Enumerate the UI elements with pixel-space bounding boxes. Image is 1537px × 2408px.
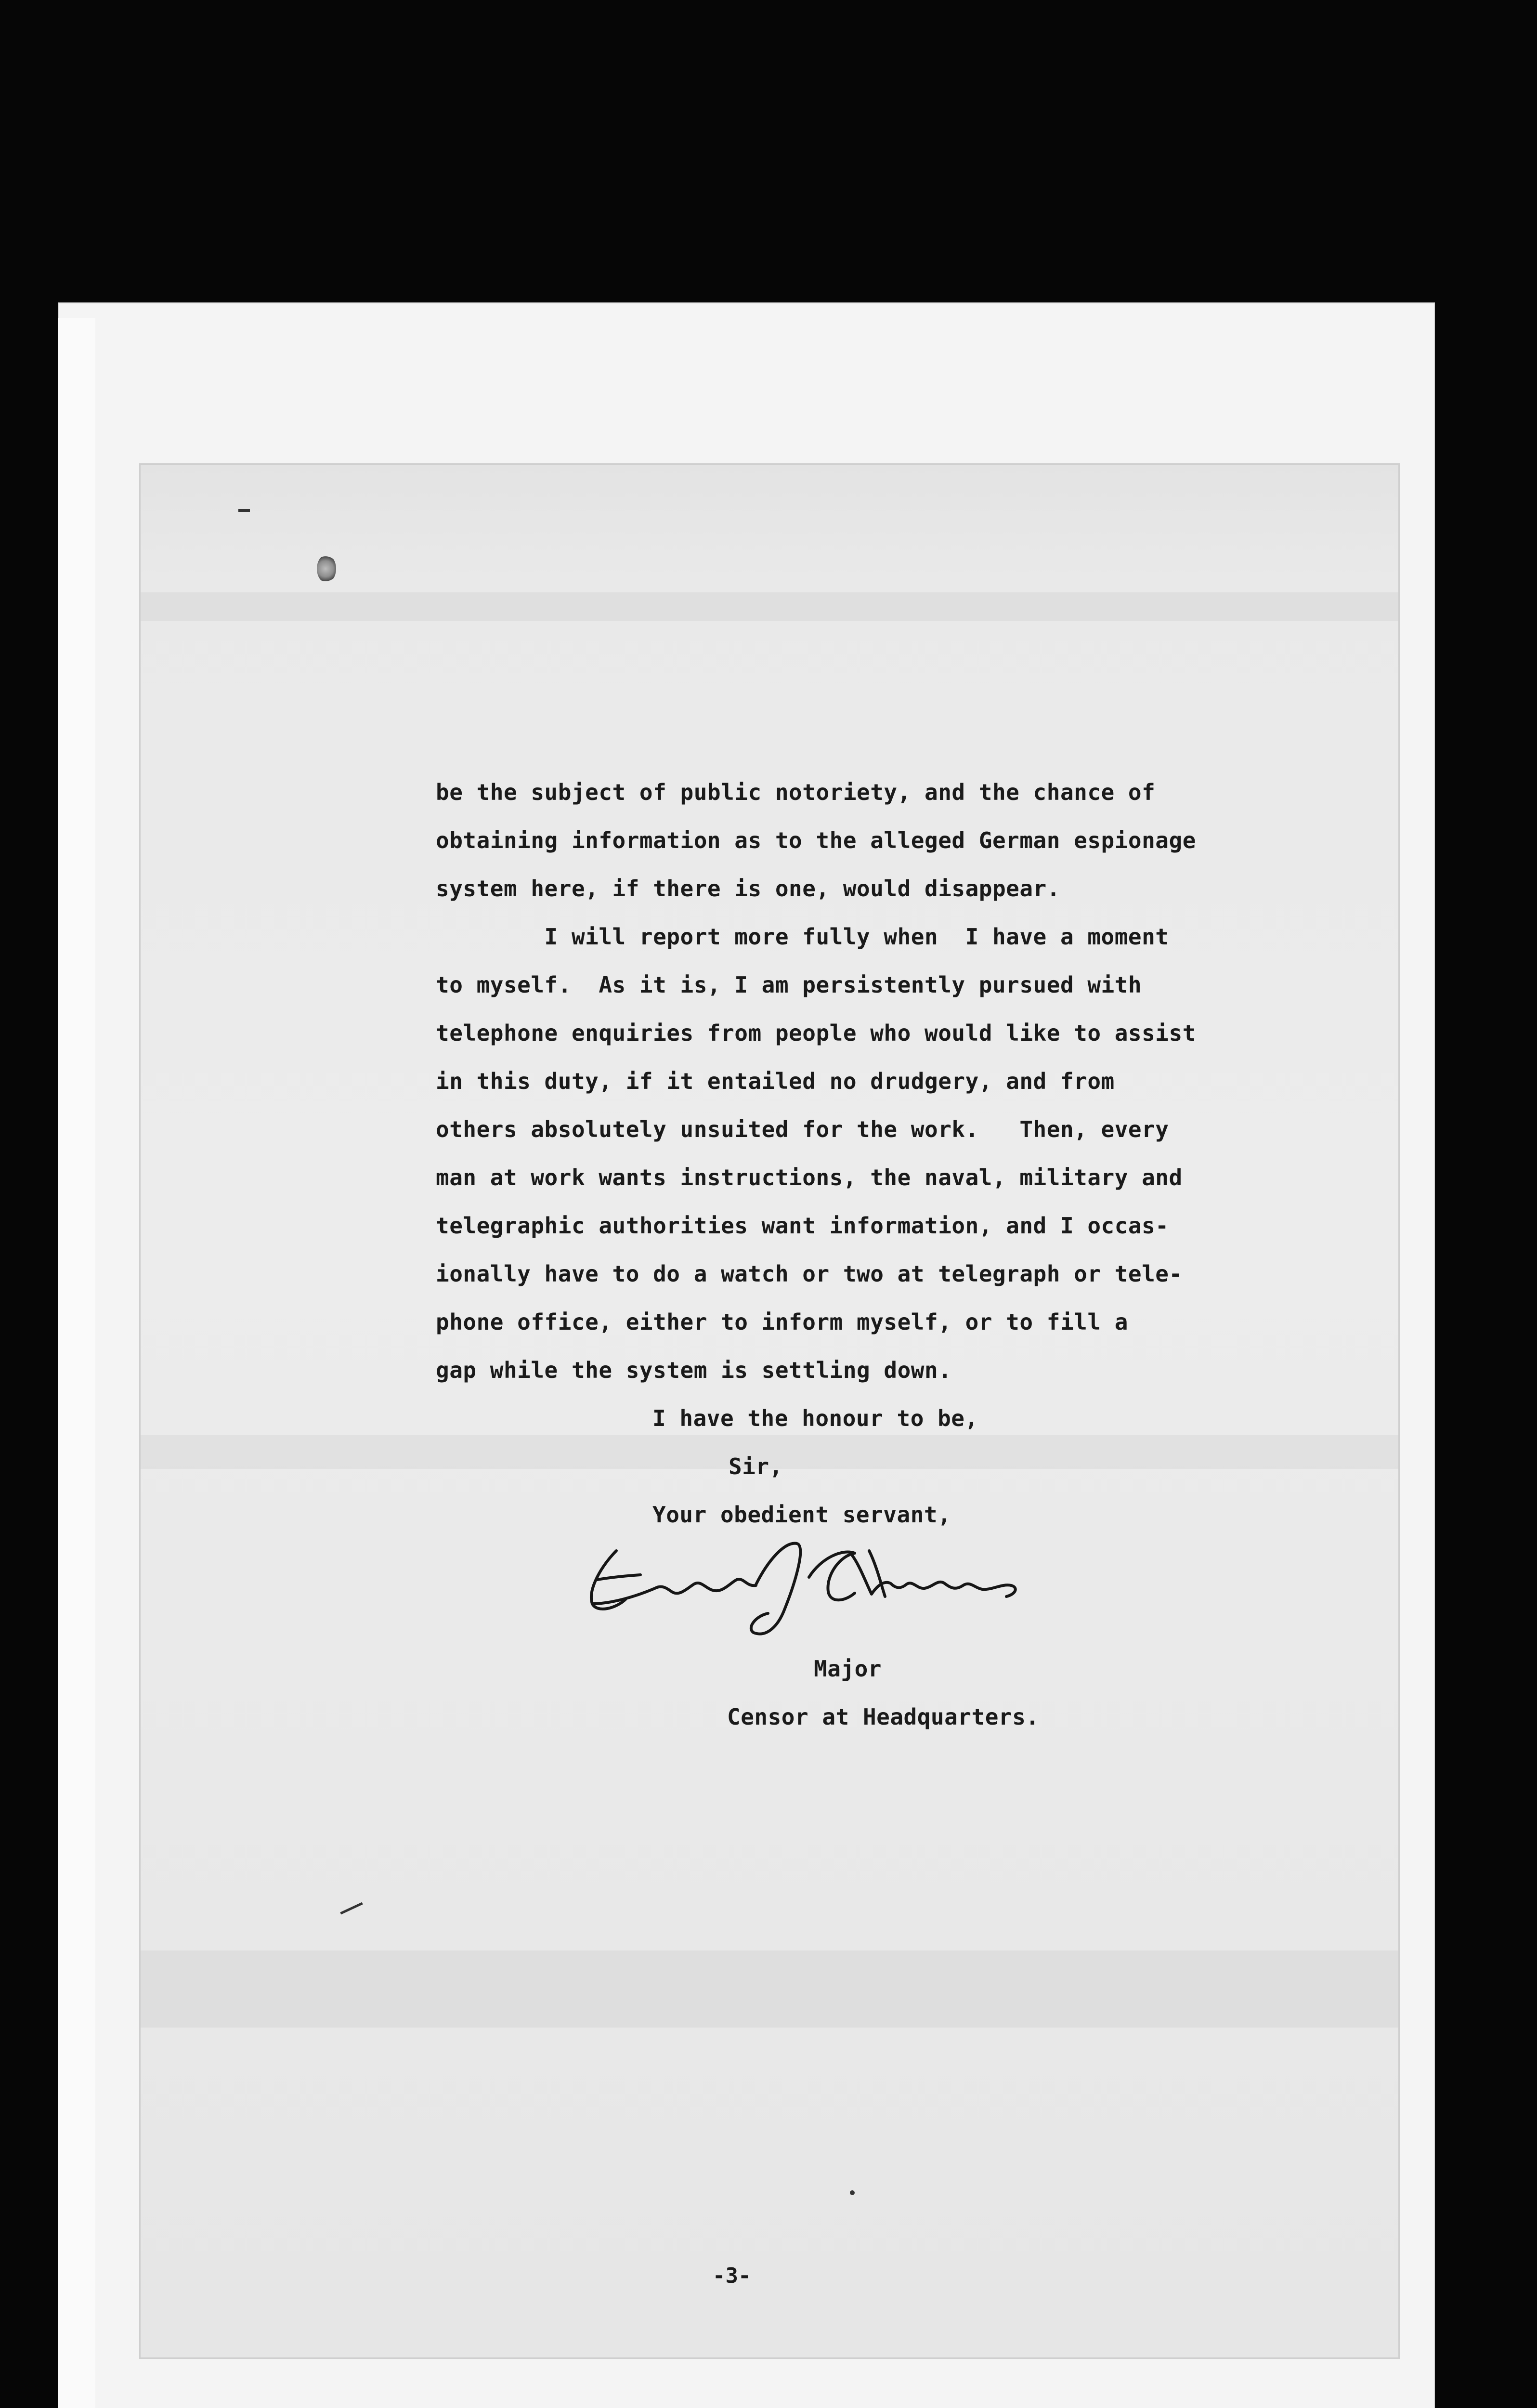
handwritten-signature bbox=[583, 1531, 1045, 1647]
page-scan-band bbox=[141, 1950, 1398, 2028]
body-line: in this duty, if it entailed no drudgery, and from bbox=[436, 1068, 1115, 1094]
scan-speck bbox=[238, 509, 250, 512]
body-line: telephone enquiries from people who would like to assist bbox=[436, 1020, 1196, 1046]
signer-position: Censor at Headquarters. bbox=[727, 1704, 1040, 1730]
body-line: man at work wants instructions, the naval, military and bbox=[436, 1165, 1183, 1191]
body-line: obtaining information as to the alleged German espionage bbox=[436, 827, 1196, 853]
punch-hole-mark bbox=[317, 555, 336, 583]
body-line: system here, if there is one, would disappear. bbox=[436, 876, 1060, 902]
body-line: be the subject of public notoriety, and the chance of bbox=[436, 779, 1156, 805]
body-line: telegraphic authorities want information, and I occas- bbox=[436, 1213, 1169, 1239]
valediction: Your obedient servant, bbox=[652, 1502, 951, 1528]
body-line: ionally have to do a watch or two at telegraph or tele- bbox=[436, 1261, 1183, 1287]
closing-line: I have the honour to be, bbox=[652, 1405, 978, 1431]
body-line: gap while the system is settling down. bbox=[436, 1357, 952, 1383]
body-line: I will report more fully when I have a moment bbox=[436, 924, 1169, 950]
body-line: to myself. As it is, I am persistently pursued with bbox=[436, 972, 1142, 998]
body-line: phone office, either to inform myself, or to fill a bbox=[436, 1309, 1128, 1335]
signer-rank: Major bbox=[814, 1656, 882, 1682]
backing-sheet-edge bbox=[58, 318, 95, 2408]
page-number: -3- bbox=[713, 2264, 751, 2288]
salutation: Sir, bbox=[729, 1453, 783, 1479]
page-scan-band bbox=[141, 592, 1398, 621]
body-line: others absolutely unsuited for the work. Then, every bbox=[436, 1116, 1169, 1142]
scan-speck bbox=[850, 2190, 855, 2195]
